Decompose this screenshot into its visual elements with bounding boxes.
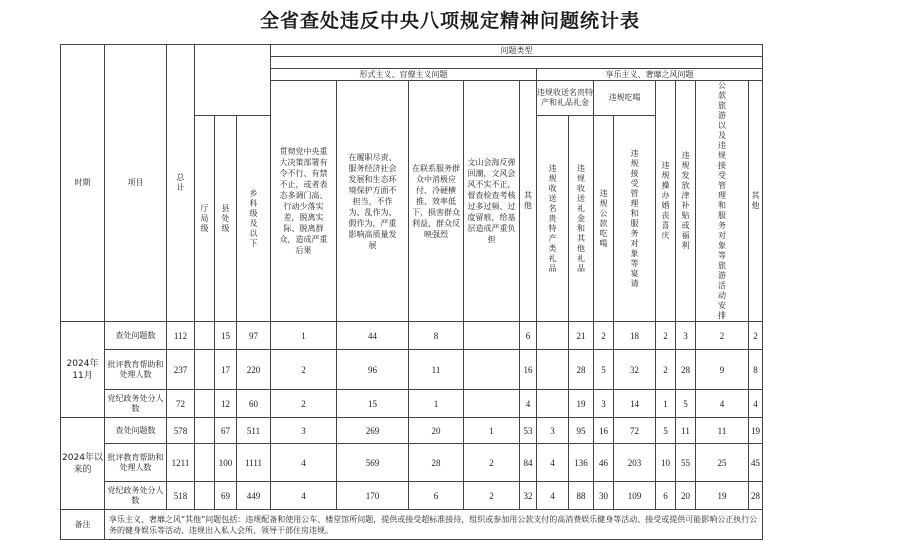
header-gift2: 违规收送礼金和其他礼品 <box>569 116 594 322</box>
header-f1: 贯彻党中央重大决策部署有令不行、有禁不止，或者表态多调门高、行动少落实差，脱离实际、脱离群众，造成严重后果 <box>271 81 337 322</box>
cell: 2 <box>656 350 676 390</box>
cell: 6 <box>409 482 464 510</box>
cell <box>537 322 569 350</box>
cell <box>195 482 215 510</box>
note-row <box>61 510 763 540</box>
cell: 1 <box>656 390 676 418</box>
cell: 2 <box>594 322 614 350</box>
cell: 5 <box>676 390 696 418</box>
cell: 269 <box>337 418 409 444</box>
cell <box>464 322 520 350</box>
cell: 97 <box>237 322 271 350</box>
cell: 20 <box>409 418 464 444</box>
header-xian: 县处级 <box>215 116 237 322</box>
cell: 19 <box>696 482 749 510</box>
cell: 2 <box>749 322 763 350</box>
cell: 25 <box>696 444 749 482</box>
cell: 2 <box>271 390 337 418</box>
header-h6: 其他 <box>749 81 763 322</box>
cell: 17 <box>215 350 237 390</box>
cell: 2 <box>464 482 520 510</box>
header-f2: 在履职尽责、服务经济社会发展和生态环境保护方面不担当、不作为、乱作为、假作为，严重影响高质量发展 <box>337 81 409 322</box>
cell: 19 <box>569 390 594 418</box>
cell: 3 <box>271 418 337 444</box>
cell: 1211 <box>167 444 195 482</box>
cell: 12 <box>215 390 237 418</box>
cell: 203 <box>614 444 656 482</box>
header-f3: 在联系服务群众中消极应付、冷硬横推、效率低下，损害群众利益，群众反映强烈 <box>409 81 464 322</box>
header-blank-row <box>271 57 763 69</box>
cell: 5 <box>594 350 614 390</box>
table-row <box>61 322 763 350</box>
cell: 511 <box>237 418 271 444</box>
cell <box>195 418 215 444</box>
header-problem-type: 问题类型 <box>271 45 763 57</box>
cell: 11 <box>409 350 464 390</box>
cell: 1 <box>409 390 464 418</box>
row-item: 查处问题数 <box>105 418 167 444</box>
table-row <box>61 482 763 510</box>
header-gift: 违规收送名贵特产和礼品礼金 <box>537 81 594 116</box>
cell: 4 <box>537 444 569 482</box>
stats-table <box>60 44 763 540</box>
cell: 95 <box>569 418 594 444</box>
cell: 2 <box>656 322 676 350</box>
cell: 9 <box>696 350 749 390</box>
cell: 3 <box>537 418 569 444</box>
cell: 220 <box>237 350 271 390</box>
header-formalism: 形式主义、官僚主义问题 <box>271 69 537 81</box>
cell <box>195 390 215 418</box>
cell: 10 <box>656 444 676 482</box>
cell: 14 <box>614 390 656 418</box>
cell: 15 <box>215 322 237 350</box>
cell: 2 <box>271 350 337 390</box>
cell <box>537 350 569 390</box>
row-item: 党纪政务处分人数 <box>105 390 167 418</box>
cell: 1 <box>271 322 337 350</box>
cell: 8 <box>409 322 464 350</box>
header-hedonism: 享乐主义、奢靡之风问题 <box>537 69 763 81</box>
cell: 578 <box>167 418 195 444</box>
cell: 170 <box>337 482 409 510</box>
cell: 136 <box>569 444 594 482</box>
cell: 4 <box>271 444 337 482</box>
note-text: 享乐主义、奢靡之风“其他”问题包括：违规配备和使用公车、楼堂馆所问题，提供或接受超标准接待，组织或参加用公款支付的高消费娱乐健身等活动、接受或提供可能影响公正执行公务的健身娱乐等活动、违规出入私人会所、领导干部住房违规。 <box>105 510 763 540</box>
header-level-blank <box>195 45 271 116</box>
cell: 6 <box>520 322 537 350</box>
note-label: 备注 <box>61 510 105 540</box>
cell: 449 <box>237 482 271 510</box>
cell <box>464 350 520 390</box>
cell: 16 <box>520 350 537 390</box>
cell: 1111 <box>237 444 271 482</box>
cell: 28 <box>569 350 594 390</box>
row-item: 批评教育帮助和处理人数 <box>105 444 167 482</box>
cell: 32 <box>520 482 537 510</box>
table-row <box>61 390 763 418</box>
cell: 3 <box>676 322 696 350</box>
cell: 67 <box>215 418 237 444</box>
cell: 15 <box>337 390 409 418</box>
cell: 8 <box>749 350 763 390</box>
cell: 53 <box>520 418 537 444</box>
cell: 21 <box>569 322 594 350</box>
header-total: 总计 <box>167 45 195 322</box>
cell: 55 <box>676 444 696 482</box>
cell: 16 <box>594 418 614 444</box>
cell: 72 <box>167 390 195 418</box>
cell: 18 <box>614 322 656 350</box>
cell: 11 <box>696 418 749 444</box>
cell: 4 <box>749 390 763 418</box>
row-item: 党纪政务处分人数 <box>105 482 167 510</box>
table-row <box>61 418 763 444</box>
cell: 1 <box>464 418 520 444</box>
header-eat2: 违规接受管理和服务对象等宴请 <box>614 116 656 322</box>
cell: 30 <box>594 482 614 510</box>
cell: 69 <box>215 482 237 510</box>
cell: 46 <box>594 444 614 482</box>
cell: 109 <box>614 482 656 510</box>
cell: 112 <box>167 322 195 350</box>
period-cell: 2024年11月 <box>61 322 105 418</box>
cell: 518 <box>167 482 195 510</box>
cell: 96 <box>337 350 409 390</box>
header-ting: 厅局级 <box>195 116 215 322</box>
header-period: 时期 <box>61 45 105 322</box>
header-eat: 违规吃喝 <box>594 81 656 116</box>
row-item: 批评教育帮助和处理人数 <box>105 350 167 390</box>
table-row <box>61 350 763 390</box>
stats-table-wrapper <box>60 44 763 540</box>
cell: 569 <box>337 444 409 482</box>
cell: 20 <box>676 482 696 510</box>
header-item: 项目 <box>105 45 167 322</box>
header-f5: 其他 <box>520 81 537 322</box>
cell: 32 <box>614 350 656 390</box>
cell: 28 <box>409 444 464 482</box>
cell: 3 <box>594 390 614 418</box>
cell: 88 <box>569 482 594 510</box>
cell: 19 <box>749 418 763 444</box>
cell: 6 <box>656 482 676 510</box>
header-f4: 文山会海反弹回潮，文风会风不实不正，督查检查考核过多过频、过度留痕，给基层造成严重负担 <box>464 81 520 322</box>
header-xiang: 乡科级及以下 <box>237 116 271 322</box>
page-title: 全省查处违反中央八项规定精神问题统计表 <box>259 10 640 32</box>
cell <box>195 350 215 390</box>
header-h5: 公款旅游以及违规接受管理和服务对象等旅游活动安排 <box>696 81 749 322</box>
header-h3: 违规操办婚丧喜庆 <box>656 81 676 322</box>
cell: 44 <box>337 322 409 350</box>
header-h4: 违规发放津补贴或福利 <box>676 81 696 322</box>
cell <box>464 390 520 418</box>
header-gift1: 违规收送名贵特产类礼品 <box>537 116 569 322</box>
cell <box>195 444 215 482</box>
cell: 45 <box>749 444 763 482</box>
cell <box>195 322 215 350</box>
header-eat1: 违规公款吃喝 <box>594 116 614 322</box>
cell: 4 <box>271 482 337 510</box>
cell: 2 <box>464 444 520 482</box>
cell: 72 <box>614 418 656 444</box>
cell: 2 <box>696 322 749 350</box>
cell: 237 <box>167 350 195 390</box>
cell: 4 <box>537 482 569 510</box>
period-cell: 2024年以来的 <box>61 418 105 510</box>
cell: 84 <box>520 444 537 482</box>
cell <box>537 390 569 418</box>
table-row <box>61 444 763 482</box>
cell: 28 <box>749 482 763 510</box>
cell: 4 <box>520 390 537 418</box>
cell: 100 <box>215 444 237 482</box>
cell: 60 <box>237 390 271 418</box>
cell: 5 <box>656 418 676 444</box>
cell: 28 <box>676 350 696 390</box>
cell: 11 <box>676 418 696 444</box>
cell: 4 <box>696 390 749 418</box>
row-item: 查处问题数 <box>105 322 167 350</box>
